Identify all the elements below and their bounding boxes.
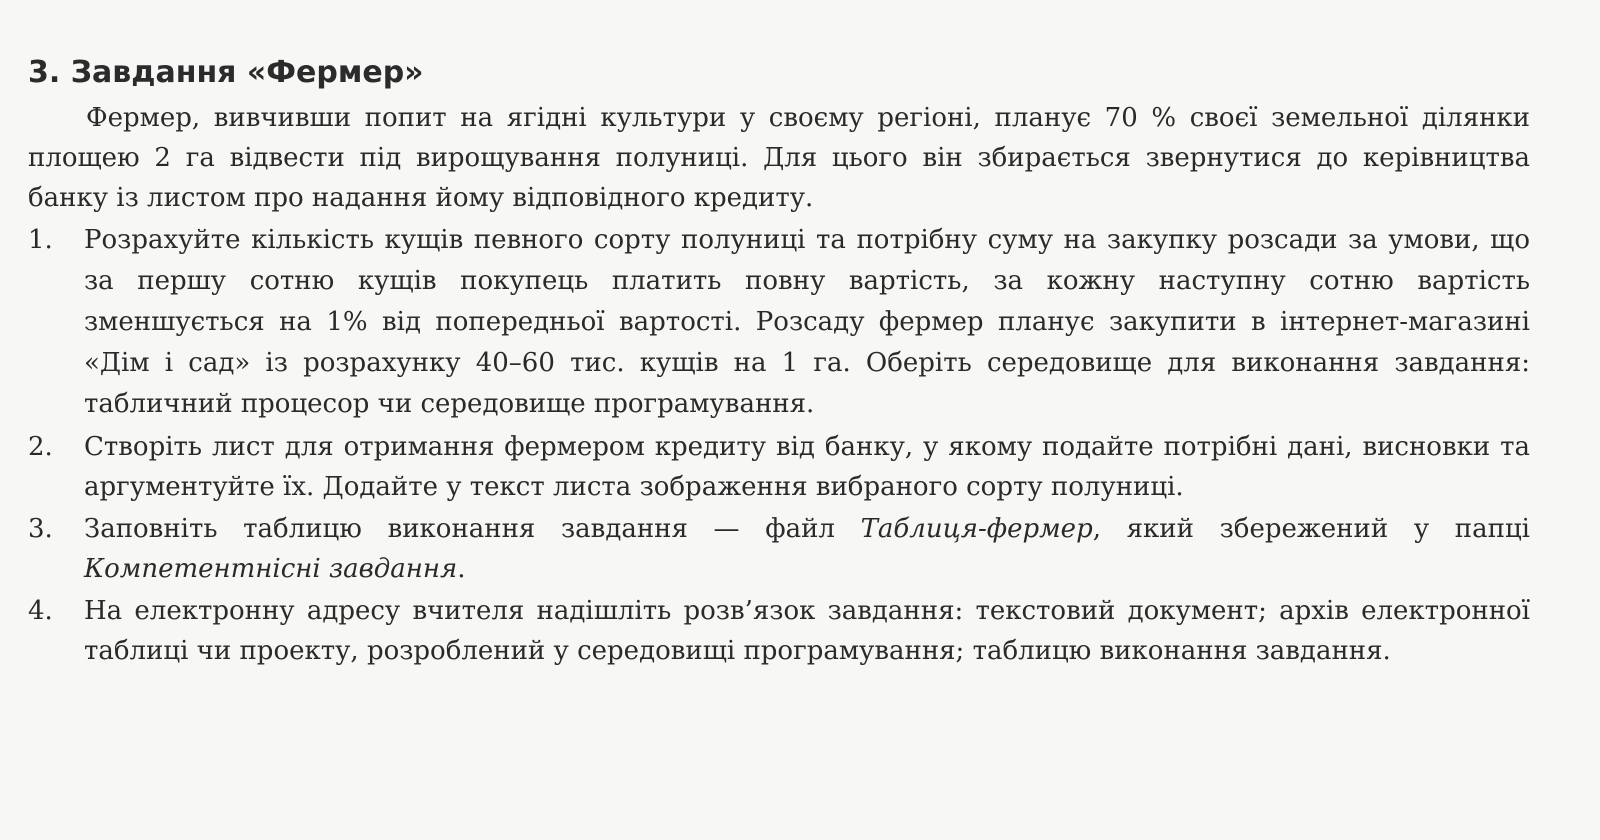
task-item-4 <box>28 591 1530 671</box>
task-item-1 <box>28 220 1530 425</box>
task-item-text: Створіть лист для отримання фермером кредиту від банку, у якому подайте потрібні дані, висновки та аргументуйте їх. Додайте у текст листа зображення вибраного сорту полуниці. <box>84 432 1530 502</box>
task-item-text-part: Заповніть таблицю виконання завдання — файл <box>84 514 861 544</box>
task-item-text-part: . <box>457 554 466 584</box>
folder-name: Компетентнісні завдання <box>84 554 458 584</box>
task-item-text-part: , який збережений у папці <box>1092 514 1530 544</box>
task-title: 3. Завдання «Фермер» <box>28 55 424 90</box>
task-item-text <box>84 509 1530 589</box>
task-item-number: 1. <box>28 225 53 255</box>
task-intro: Фермер, вивчивши попит на ягідні культури у своєму регіоні, планує 70 % своєї земельної ділянки площею 2 га відвести під вирощування полуниці. Для цього він збирається звернутися до керівництва банку із листом про надання йому відповідного кредиту. <box>28 103 1530 213</box>
task-item-2 <box>28 427 1530 507</box>
task-item-number: 3. <box>28 514 53 544</box>
task-item-3 <box>28 509 1530 589</box>
file-name: Таблиця-фермер <box>860 514 1093 544</box>
task-list <box>28 220 1530 671</box>
task-item-text: Розрахуйте кількість кущів певного сорту полуниці та потрібну суму на закупку розсади за умови, що за першу сотню кущів покупець платить повну вартість, за кожну наступну сотню вартість зменшується на 1% від попередньої вартості. Розсаду фермер планує закупити в інтернет-магазині «Дім і сад» із розрахунку 40–60 тис. кущів на 1 га. Оберіть середовище для виконання завдання: табличний процесор чи середовище програмування. <box>84 225 1530 419</box>
task-item-number: 2. <box>28 432 53 462</box>
task-item-text: На електронну адресу вчителя надішліть розв’язок завдання: текстовий документ; архів електронної таблиці чи проекту, розроблений у середовищі програмування; таблицю виконання завдання. <box>84 596 1530 666</box>
task-item-number: 4. <box>28 596 53 626</box>
